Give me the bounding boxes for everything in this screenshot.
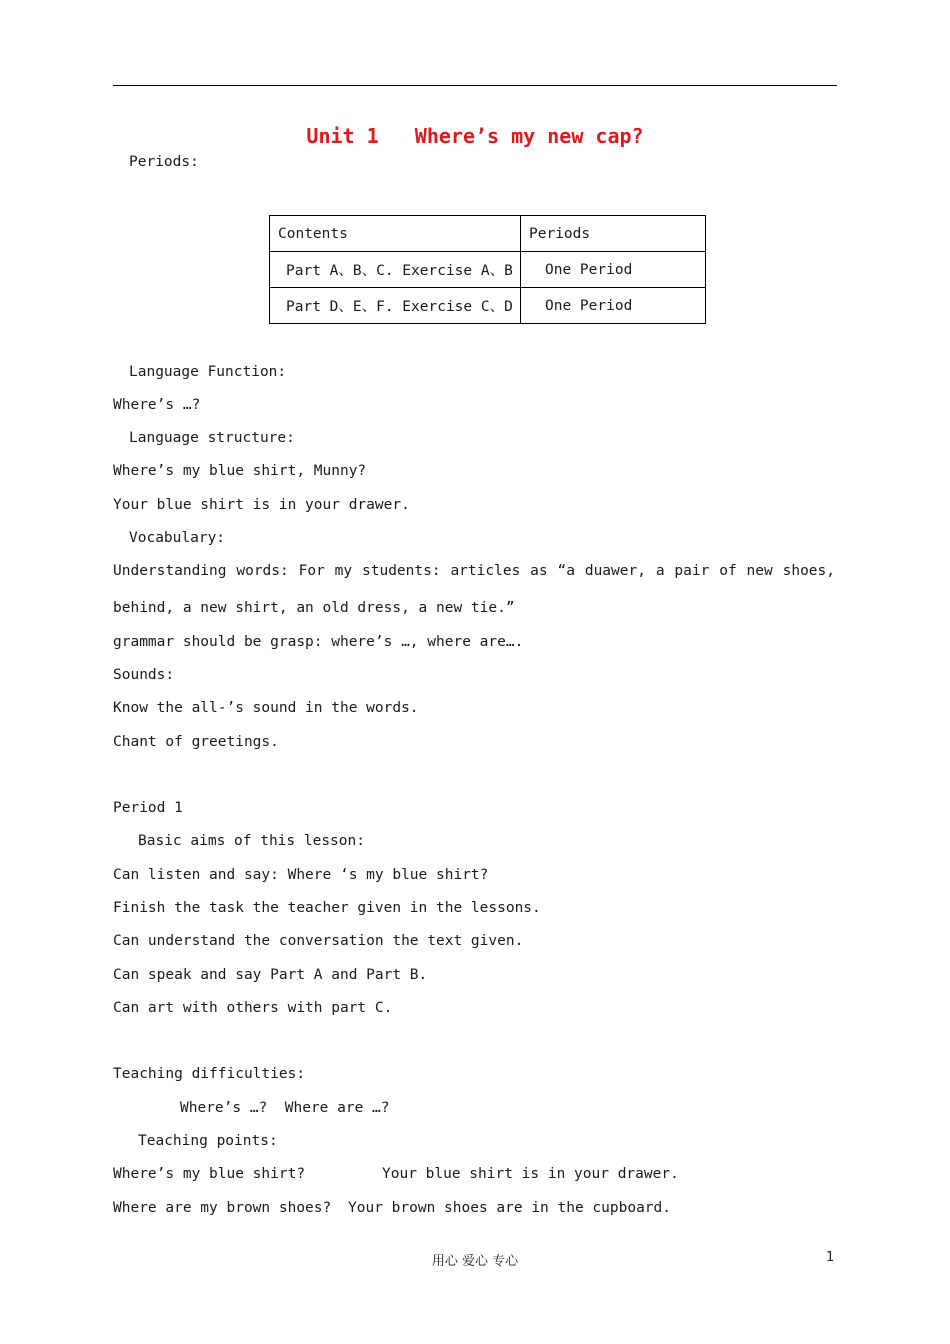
text-line: Your blue shirt is in your drawer. bbox=[113, 497, 410, 513]
text-line: grammar should be grasp: where’s …, where are…. bbox=[113, 634, 524, 650]
text-line: Can listen and say: Where ‘s my blue shirt? bbox=[113, 867, 489, 883]
text-line: Your brown shoes are in the cupboard. bbox=[348, 1200, 672, 1216]
periods-label: Periods: bbox=[129, 154, 199, 170]
text-line: Understanding words: For my students: articles as “a duawer, a pair of new shoes, bbox=[113, 563, 835, 579]
text-line: Chant of greetings. bbox=[113, 734, 279, 750]
table-header-row bbox=[270, 216, 706, 252]
table-cell: One Period bbox=[521, 252, 706, 288]
text-line: Finish the task the teacher given in the lessons. bbox=[113, 900, 541, 916]
section-heading: Language Function: bbox=[129, 364, 287, 380]
page-number: 1 bbox=[826, 1250, 835, 1265]
section-heading: Basic aims of this lesson: bbox=[138, 833, 365, 849]
periods-table bbox=[269, 215, 706, 324]
text-line: Where’s my blue shirt, Munny? bbox=[113, 463, 367, 479]
text-line: Can art with others with part C. bbox=[113, 1000, 393, 1016]
header-rule bbox=[113, 85, 837, 86]
text-line: Know the all-’s sound in the words. bbox=[113, 700, 419, 716]
section-heading: Teaching difficulties: bbox=[113, 1066, 306, 1082]
table-cell: Part D、E、F. Exercise C、D bbox=[270, 288, 521, 324]
table-cell: Part A、B、C. Exercise A、B bbox=[270, 252, 521, 288]
section-heading: Vocabulary: bbox=[129, 530, 226, 546]
text-line: Where’s …? Where are …? bbox=[180, 1100, 390, 1116]
text-line: Where are my brown shoes? bbox=[113, 1200, 332, 1216]
section-heading: Language structure: bbox=[129, 430, 295, 446]
section-heading: Teaching points: bbox=[138, 1133, 278, 1149]
text-line: behind, a new shirt, an old dress, a new tie.” bbox=[113, 600, 515, 616]
text-line: Where’s …? bbox=[113, 397, 201, 413]
table-row bbox=[270, 252, 706, 288]
section-heading: Period 1 bbox=[113, 800, 183, 816]
table-row bbox=[270, 288, 706, 324]
text-line: Can speak and say Part A and Part B. bbox=[113, 967, 428, 983]
table-header-periods: Periods bbox=[521, 216, 706, 252]
table-cell: One Period bbox=[521, 288, 706, 324]
section-heading: Sounds: bbox=[113, 667, 175, 683]
text-line: Can understand the conversation the text given. bbox=[113, 933, 524, 949]
footer-motto: 用心 爱心 专心 bbox=[431, 1254, 519, 1269]
page-title: Unit 1 Where’s my new cap? bbox=[306, 124, 644, 148]
text-line: Your blue shirt is in your drawer. bbox=[382, 1166, 679, 1182]
table-header-contents: Contents bbox=[270, 216, 521, 252]
text-line: Where’s my blue shirt? bbox=[113, 1166, 306, 1182]
